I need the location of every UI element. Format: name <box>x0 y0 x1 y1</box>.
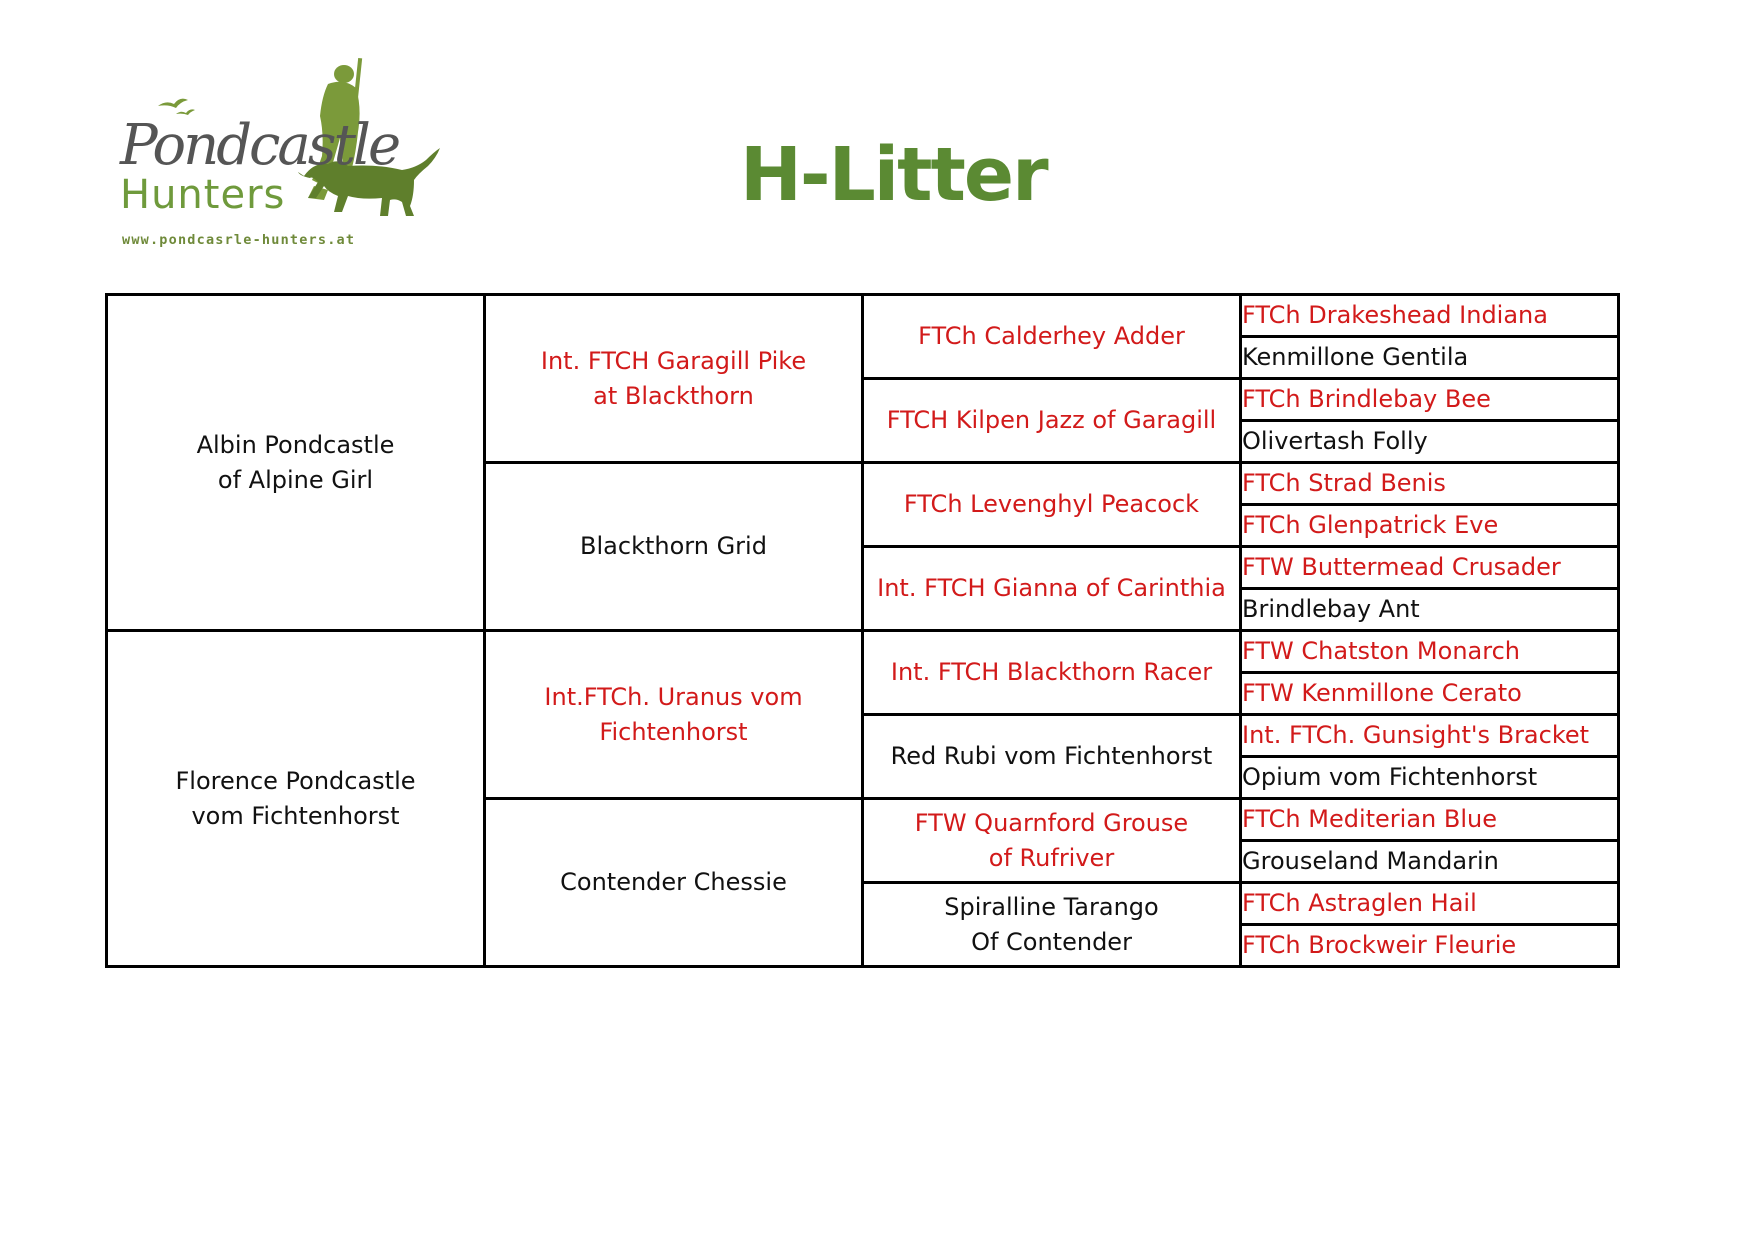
pedigree-table <box>105 293 1620 968</box>
gen3-ancestor: FTCh Levenghyl Peacock <box>863 463 1241 547</box>
bird-icon <box>158 99 188 108</box>
gen4-ancestor: FTW Chatston Monarch <box>1241 631 1619 673</box>
pondcastle-hunters-logo <box>118 58 463 258</box>
gen3-ancestor: FTCH Kilpen Jazz of Garagill <box>863 379 1241 463</box>
sire <box>107 295 485 631</box>
gen4-ancestor: FTCh Brockweir Fleurie <box>1241 925 1619 967</box>
logo-name-line2: Hunters <box>120 172 286 218</box>
gen4-ancestor: FTCh Drakeshead Indiana <box>1241 295 1619 337</box>
maternal-granddam: Contender Chessie <box>485 799 863 967</box>
page-title: H-Litter <box>740 132 1047 218</box>
table-row <box>107 631 1619 673</box>
gen4-ancestor: FTCh Mediterian Blue <box>1241 799 1619 841</box>
sire-name-line1: Albin Pondcastle <box>196 430 395 459</box>
gen3-ancestor: Int. FTCH Blackthorn Racer <box>863 631 1241 715</box>
logo-name-line1: Pondcastle <box>120 113 399 178</box>
logo-url: www.pondcasrle-hunters.at <box>122 232 356 248</box>
gen4-ancestor: FTCh Astraglen Hail <box>1241 883 1619 925</box>
gen4-ancestor: Opium vom Fichtenhorst <box>1241 757 1619 799</box>
gen4-ancestor: FTCh Strad Benis <box>1241 463 1619 505</box>
gen4-ancestor: Kenmillone Gentila <box>1241 337 1619 379</box>
table-row <box>107 295 1619 337</box>
sire-name-line2: of Alpine Girl <box>217 465 374 494</box>
paternal-granddam: Blackthorn Grid <box>485 463 863 631</box>
gen3-ancestor: Int. FTCH Gianna of Carinthia <box>863 547 1241 631</box>
gen4-ancestor: Olivertash Folly <box>1241 421 1619 463</box>
gen4-ancestor: FTCh Glenpatrick Eve <box>1241 505 1619 547</box>
gen4-ancestor: FTW Kenmillone Cerato <box>1241 673 1619 715</box>
dam-name-line1: Florence Pondcastle <box>175 766 416 795</box>
paternal-grandsire: Int. FTCH Garagill Pike at Blackthorn <box>485 295 863 463</box>
gen4-ancestor: Brindlebay Ant <box>1241 589 1619 631</box>
dam <box>107 631 485 967</box>
gen4-ancestor: Grouseland Mandarin <box>1241 841 1619 883</box>
gen3-ancestor: Red Rubi vom Fichtenhorst <box>863 715 1241 799</box>
gen3-ancestor: FTW Quarnford Grouse of Rufriver <box>863 799 1241 883</box>
maternal-grandsire: Int.FTCh. Uranus vom Fichtenhorst <box>485 631 863 799</box>
gen4-ancestor: FTCh Brindlebay Bee <box>1241 379 1619 421</box>
gen4-ancestor: FTW Buttermead Crusader <box>1241 547 1619 589</box>
gen3-ancestor: FTCh Calderhey Adder <box>863 295 1241 379</box>
gen4-ancestor: Int. FTCh. Gunsight's Bracket <box>1241 715 1619 757</box>
gen3-ancestor: Spiralline Tarango Of Contender <box>863 883 1241 967</box>
dam-name-line2: vom Fichtenhorst <box>191 801 400 830</box>
